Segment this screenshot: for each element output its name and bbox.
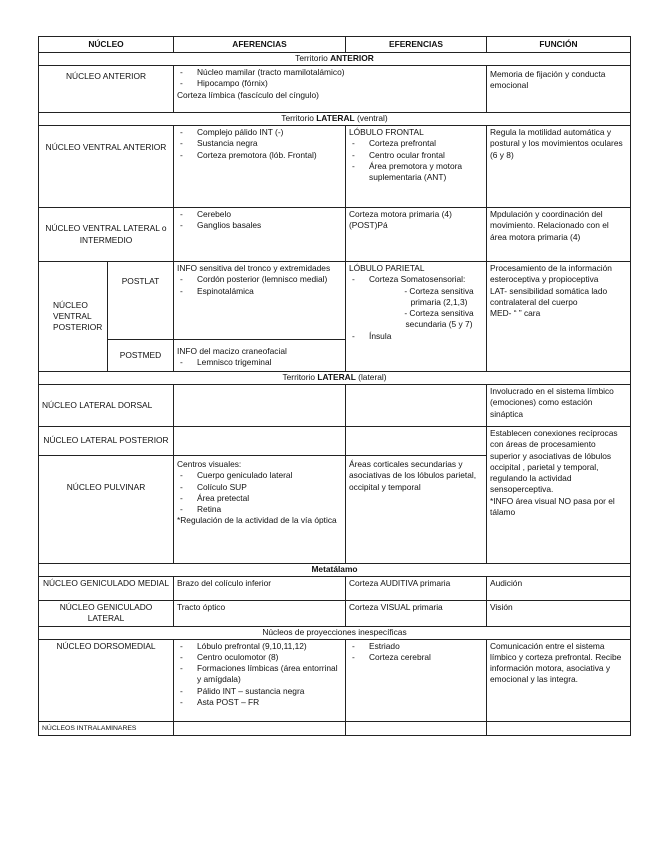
funcion-cell: Regula la motilidad automática y postural y los movimientos oculares (6 y 8) — [487, 126, 631, 208]
funcion-text: MED- “ ” cara — [490, 308, 541, 319]
funcion-cell — [487, 721, 631, 735]
section-suffix: (lateral) — [355, 372, 387, 383]
section-row — [39, 53, 631, 66]
thalamus-nuclei-table — [38, 36, 631, 736]
funcion-cell: Audición — [487, 577, 631, 601]
section-territorio-anterior — [39, 53, 631, 66]
table-row — [39, 601, 631, 627]
list-item: - Ganglios basales — [177, 220, 342, 231]
list-item: - Estriado — [349, 641, 483, 652]
subnucleus-label: POSTLAT — [108, 262, 174, 340]
sub-item: - Corteza sensitiva primaria (2,1,3) — [404, 285, 474, 307]
eferencias-cell — [346, 639, 487, 721]
list-item: - Cuerpo geniculado lateral — [177, 470, 342, 481]
nucleus-name: NÚCLEO LATERAL POSTERIOR — [39, 427, 174, 456]
funcion-text: Establecen conexiones recíprocas con áreas de procesamiento superior y asociativas de lóbulos occipital , parietal y temporal, regulando la actividad sensoperceptiva. — [490, 428, 618, 495]
list-item: - Corteza premotora (lób. Frontal) — [177, 150, 342, 161]
section-bold: Metatálamo — [311, 564, 358, 575]
nucleus-name: NÚCLEO GENICULADO MEDIAL — [39, 577, 174, 601]
eferencia-title: LÓBULO FRONTAL — [349, 127, 424, 137]
aferencias-cell — [174, 340, 346, 372]
subnucleus-label: POSTMED — [108, 340, 174, 372]
funcion-cell — [487, 427, 631, 564]
nucleus-name: NÚCLEO VENTRAL POSTERIOR — [39, 262, 108, 372]
nucleus-name: NÚCLEO VENTRAL ANTERIOR — [39, 126, 174, 208]
nucleus-name: NÚCLEO ANTERIOR — [39, 66, 174, 113]
funcion-cell: Visión — [487, 601, 631, 627]
header-row — [39, 37, 631, 53]
table-row — [39, 639, 631, 721]
table-row — [39, 66, 631, 113]
list-item: - Hipocampo (fórnix) — [177, 78, 483, 89]
nucleus-name: NÚCLEO PULVINAR — [39, 456, 174, 564]
funcion-cell: Comunicación entre el sistema límbico y corteza prefrontal. Recibe información motora, asociativa y emocional y las integra. — [487, 639, 631, 721]
section-prefix: Territorio — [281, 113, 317, 124]
section-suffix: (ventral) — [354, 113, 388, 124]
table-row — [39, 126, 631, 208]
list-item: - Sustancia negra — [177, 138, 342, 149]
list-item: - Área pretectal — [177, 493, 342, 504]
list-item: - Corteza Somatosensorial: — [349, 274, 483, 285]
list-item: - Lemnisco trigeminal — [177, 357, 342, 368]
section-row — [39, 564, 631, 577]
eferencias-cell — [346, 721, 487, 735]
aferencias-cell — [174, 262, 346, 340]
aferencias-cell — [174, 721, 346, 735]
aferencias-cell: Brazo del colículo inferior — [174, 577, 346, 601]
eferencias-cell: Corteza AUDITIVA primaria — [346, 577, 487, 601]
funcion-text: LAT- sensibilidad somática lado contralateral del cuerpo — [490, 285, 608, 307]
list-item: - Centro ocular frontal — [349, 150, 483, 161]
eferencias-cell — [346, 262, 487, 372]
funcion-text: *INFO área visual NO pasa por el tálamo — [490, 495, 615, 518]
list-item: - Espinotalámica — [177, 286, 342, 297]
list-item: - Núcleo mamilar (tracto mamilotalámico) — [177, 67, 483, 78]
list-item: - Cordón posterior (lemnisco medial) — [177, 274, 342, 285]
section-row — [39, 113, 631, 126]
sub-item: - Corteza sensitiva secundaria (5 y 7) — [404, 308, 474, 330]
section-inespecificas: Núcleos de proyecciones inespecíficas — [39, 626, 631, 639]
aferencias-cell — [174, 456, 346, 564]
section-row — [39, 626, 631, 639]
section-prefix: Territorio — [282, 372, 318, 383]
section-bold: LATERAL — [316, 113, 355, 124]
eferencias-cell — [346, 385, 487, 427]
eferencias-cell — [346, 427, 487, 456]
eferencias-cell: Áreas corticales secundarias y asociativas de los lóbulos parietal, occipital y temporal — [346, 456, 487, 564]
list-item: - Lóbulo prefrontal (9,10,11,12) — [177, 641, 342, 652]
eferencias-cell: Corteza VISUAL primaria — [346, 601, 487, 627]
list-item: - Retina — [177, 504, 342, 515]
header-nucleo: NÚCLEO — [39, 37, 174, 53]
nucleus-name: NÚCLEO LATERAL DORSAL — [39, 385, 174, 427]
list-item: - Corteza prefrontal — [349, 138, 483, 149]
aferencias-cell — [174, 126, 346, 208]
list-item: - Cerebelo — [177, 209, 342, 220]
section-row — [39, 372, 631, 385]
eferencias-cell: Corteza motora primaria (4) (POST)Pá — [346, 208, 487, 262]
nucleus-name: NÚCLEO GENICULADO LATERAL — [39, 601, 174, 627]
aferencia-title: INFO del macizo craneofacial — [177, 346, 287, 356]
aferencias-cell — [174, 385, 346, 427]
section-bold: LATERAL — [317, 372, 356, 383]
list-item: - Colículo SUP — [177, 482, 342, 493]
aferencias-cell — [174, 208, 346, 262]
list-item: - Pálido INT – sustancia negra — [177, 686, 342, 697]
nucleus-name: NÚCLEO VENTRAL LATERAL o INTERMEDIO — [39, 208, 174, 262]
aferencia-note: *Regulación de la actividad de la vía óptica — [177, 515, 337, 526]
aferencias-cell — [174, 427, 346, 456]
aferencia-title: Centros visuales: — [177, 459, 242, 469]
eferencia-title: LÓBULO PARIETAL — [349, 263, 425, 273]
table-row — [39, 262, 631, 340]
list-item: - Centro oculomotor (8) — [177, 652, 342, 663]
eferencias-cell — [346, 126, 487, 208]
list-item: - Complejo pálido INT (-) — [177, 127, 342, 138]
aferencias-cell — [174, 66, 487, 113]
aferencias-cell — [174, 639, 346, 721]
aferencia-title: INFO sensitiva del tronco y extremidades — [177, 263, 331, 273]
list-item: - Corteza cerebral — [349, 652, 483, 663]
list-item: - Área premotora y motora suplementaria (ANT) — [349, 161, 483, 184]
funcion-cell: Memoria de fijación y conducta emocional — [487, 66, 631, 113]
nucleus-name: NÚCLEO DORSOMEDIAL — [39, 639, 174, 721]
list-item: - Formaciones límbicas (área entorrinal y amígdala) — [177, 663, 342, 686]
funcion-text: Procesamiento de la información esteroceptiva y propioceptiva — [490, 263, 612, 285]
funcion-cell — [487, 262, 631, 372]
list-item: - Asta POST – FR — [177, 697, 342, 708]
section-bold: ANTERIOR — [330, 53, 374, 64]
table-row — [39, 721, 631, 735]
table-row — [39, 427, 631, 456]
nucleus-name: NÚCLEOS INTRALAMINARES — [39, 721, 174, 735]
list-item: - Ínsula — [349, 331, 483, 342]
aferencias-cell: Tracto óptico — [174, 601, 346, 627]
table-row — [39, 385, 631, 427]
funcion-cell: Mpdulación y coordinación del movimiento. Relacionado con el área motora primaria (4) — [487, 208, 631, 262]
header-aferencias: AFERENCIAS — [174, 37, 346, 53]
section-prefix: Territorio — [295, 53, 331, 64]
table-row — [39, 577, 631, 601]
table-row — [39, 208, 631, 262]
section-territorio-lateral-ventral — [39, 113, 631, 126]
header-eferencias: EFERENCIAS — [346, 37, 487, 53]
funcion-cell: Involucrado en el sistema límbico (emociones) como estación sináptica — [487, 385, 631, 427]
section-metatalamo — [39, 564, 631, 577]
header-funcion: FUNCIÓN — [487, 37, 631, 53]
aferencia-extra: Corteza límbica (fascículo del cíngulo) — [177, 89, 319, 100]
section-territorio-lateral-lateral — [39, 372, 631, 385]
